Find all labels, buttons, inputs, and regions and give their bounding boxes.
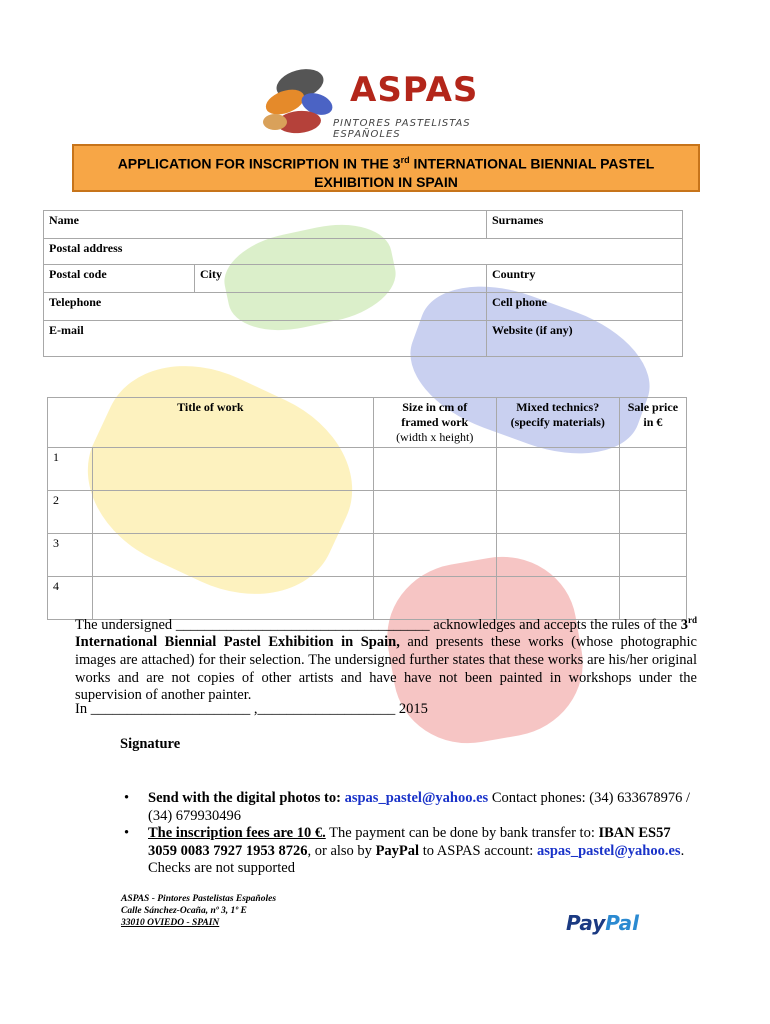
logo-title: ASPAS [350, 70, 479, 110]
mixed-cell[interactable] [496, 534, 619, 577]
telephone-field[interactable]: Telephone [44, 293, 487, 321]
form-title-line2: EXHIBITION IN SPAIN [314, 173, 458, 190]
signature-label: Signature [120, 736, 181, 752]
pastel-sticks-icon [255, 62, 345, 140]
title-cell[interactable] [93, 491, 374, 534]
email-link[interactable]: aspas_pastel@yahoo.es [536, 842, 681, 859]
form-title-line1: APPLICATION FOR INSCRIPTION IN THE 3rd INTERNATIONAL BIENNIAL PASTEL [117, 155, 655, 172]
title-cell[interactable] [93, 534, 374, 577]
list-item: • The inscription fees are 10 €. The payment can be done by bank transfer to: IBAN ES57 3059 0083 7927 1953 8726, or also by PayPal to ASPAS account: aspas_pastel@yahoo.es. Checks are not supported [124, 825, 685, 877]
place-date-line: In ______________________ ,___________________ 2015 [75, 701, 428, 717]
footer-address [121, 893, 276, 929]
country-field[interactable]: Country [487, 265, 683, 293]
declaration-paragraph: The undersigned ___________________________________ acknowledges and accepts the rules of the 3rd International Biennial Pastel Exhibition in Spain, and presents these works (whose photographic images are attached) for their selection. The undersigned further states that these works are his/her original works and are not copies of other artists and have have not been painted in workshops under the supervision of another painter. [75, 615, 697, 704]
logo-subtitle: PINTORES PASTELISTAS ESPAÑOLES [333, 118, 471, 140]
size-cell[interactable] [373, 448, 496, 491]
mixed-cell[interactable] [496, 491, 619, 534]
notes-list [110, 790, 700, 878]
mixed-cell[interactable] [496, 448, 619, 491]
price-cell[interactable] [619, 491, 686, 534]
footer-line: ASPAS - Pintores Pastelistas Españoles [121, 894, 277, 904]
postal-address-field[interactable]: Postal address [44, 239, 683, 265]
title-of-work-header: Title of work [48, 398, 374, 448]
bullet-icon: • [124, 825, 130, 842]
website-field[interactable]: Website (if any) [487, 321, 683, 357]
table-row [48, 534, 687, 577]
sale-price-header: Sale price in € [619, 398, 686, 448]
table-row [48, 448, 687, 491]
row-number: 3 [48, 534, 93, 577]
row-number: 2 [48, 491, 93, 534]
paypal-logo: PayPal [566, 911, 640, 935]
form-title-box [72, 144, 700, 192]
footer-line: 33010 OVIEDO - SPAIN [121, 918, 220, 928]
works-table [47, 397, 687, 620]
row-number: 4 [48, 577, 93, 620]
aspas-logo [255, 62, 515, 140]
price-cell[interactable] [619, 448, 686, 491]
table-row [48, 491, 687, 534]
row-number: 1 [48, 448, 93, 491]
surnames-field[interactable]: Surnames [487, 211, 683, 239]
size-cell[interactable] [373, 534, 496, 577]
mixed-technics-header: Mixed technics? (specify materials) [496, 398, 619, 448]
contact-form-table [43, 210, 683, 357]
name-field[interactable]: Name [44, 211, 487, 239]
footer-line: Calle Sánchez-Ocaña, nº 3, 1º E [121, 906, 247, 916]
email-field[interactable]: E-mail [44, 321, 487, 357]
size-cell[interactable] [373, 491, 496, 534]
bullet-icon: • [124, 790, 130, 806]
title-cell[interactable] [93, 448, 374, 491]
email-link[interactable]: aspas_pastel@yahoo.es [344, 790, 489, 806]
list-item: • Send with the digital photos to: aspas_pastel@yahoo.es Contact phones: (34) 633678976 / (34) 679930496 [124, 790, 690, 824]
postal-code-field[interactable]: Postal code [44, 265, 195, 293]
city-field[interactable]: City [195, 265, 487, 293]
price-cell[interactable] [619, 534, 686, 577]
cell-phone-field[interactable]: Cell phone [487, 293, 683, 321]
size-header: Size in cm of framed work (width x height) [373, 398, 496, 448]
